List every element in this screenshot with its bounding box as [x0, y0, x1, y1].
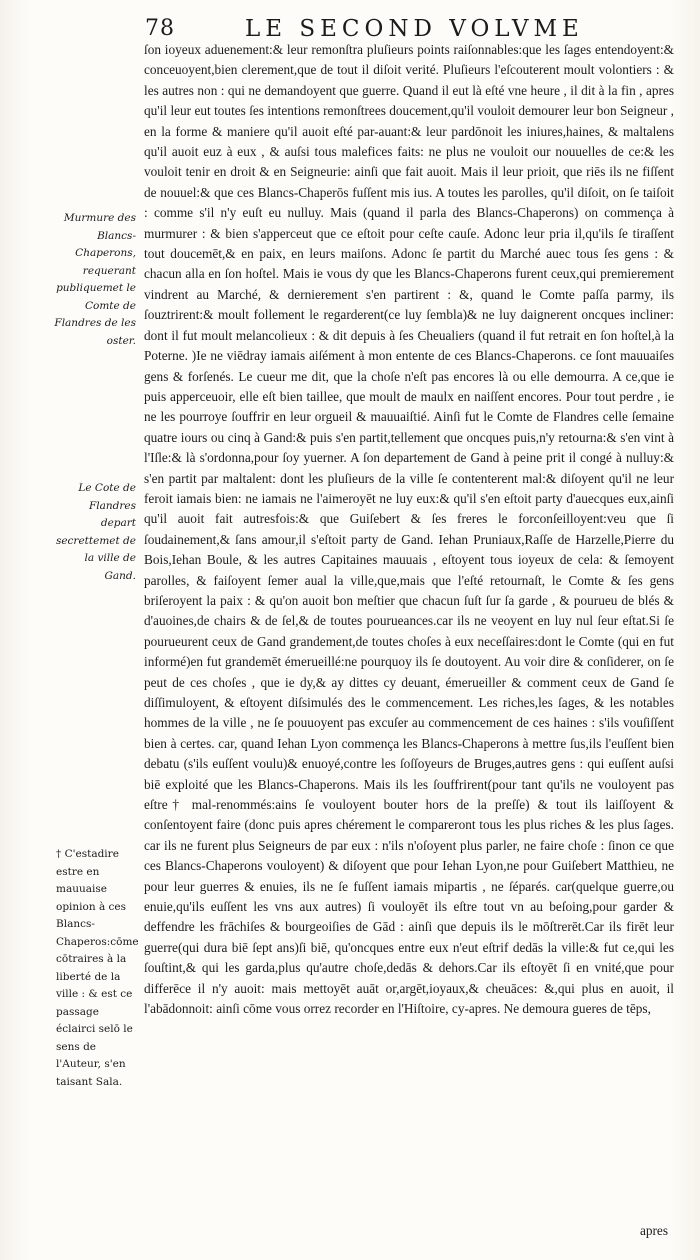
- margin-note-comte-depart: Le Cote de Flandres depart secrettemet de la ville de Gand.: [55, 482, 136, 582]
- margin-note-murmure: Murmure des Blancs-Chaperons, requerant publiquemet le Comte de Flandres de les oster.: [54, 212, 136, 347]
- body-paragraph: ſon ioyeux aduenement:& leur remonſtra pluſieurs points raiſonnables:que les ſages entendoyent:& conceuoyent,bien clerement,que de tout il diſoit verité. Pluſieurs l'eſcouterent moult volontiers : & les autres non : qui ne demandoyent que guerre. Quand il eut là eſté vne heure , il dit à la fin , apres qu'il leur eut toutes ſes intentions remonſtrees doucement,qu'il vouloit demourer leur bon Seigneur , en la forme & maniere qu'il auoit eſté par-auant:& leur pardōnoit les iniures,haines, & maltalens qu'il auoit euz à eux , & auſsi tous malefices faits: ne plus ne vouloit our nouuelles de ce:& les vouloit tenir en droit & en Seigneurie: ainſi que fait auoit. Mais il leur prioit, que riēs ils ne fiſſent de nouuel:& que ces Blancs-Chaperōs fuſſent mis ius. A toutes les parolles, qu'il diſoit, on ſe taiſoit : comme s'il n'y euſt eu nulluy. Mais (quand il parla des Blancs-Chaperons) on commença à murmurer : & bien s'apperceut que ce eſtoit pour ceſte cauſe. Adonc leur pria il,qu'ils ſe tiraſſent tout doucemēt,& en paix, en leurs maiſons. Adonc ſe partit du Marché auec tous ſes gens : & chacun alla en ſon hoſtel. Mais ie vous dy que les Blancs-Chaperons furent ceux,qui premierement vindrent au Marché, & dernierement s'en partirent : &, quand le Comte paſſa parmy, ils ſouztrirent:& moult follement le regarderent(ce luy ſembla)& ne luy daignerent oncques incliner: dont il fut moult melancolieux : & dit depuis à ſes Cheualiers (quand il fut retrait en ſon hoſtel,à la Poterne. )Ie ne viēdray iamais aiſément à mon entente de ces Blancs-Chaperons. ce ſont mauuaiſes gens & forſenés. Le cueur me dit, que la choſe n'eſt pas encores là ou elle demourra. A ce,que ie puis apperceuoir, elle eſt bien taillee, que moult de maulx en naiſſent encores. Pour tout perdre , ie ne les pourroye ſouffrir en leur orgueil & mauuaiſtié. Ainſi fut le Comte de Flandres celle ſemaine quatre iours ou cinq à Gand:& puis s'en partit,tellement que oncques puis,n'y retourna:& s'en vint à l'Iſle:& là s'ordonna,pour ſoy yuerner. A ſon departement de Gand à peine prit il congé à nulluy:& s'en partit par maltalent: dont les pluſieurs de la ville ſe contenterent mal:& diſoyent qu'il ne leur feroit iamais bien: ne iamais ne l'aimeroyēt ne luy eux:& qu'il s'en eſtoit party d'auecques eux,ainſi qu'il auoit fait autresfois:& que Guiſebert & ſes freres le forconſeilloyent:veu que ſi ſoudainement,& ſans amour,il s'eſtoit party de Gand. Iehan Pruniaux,Raſſe de Harzelle,Pierre du Bois,Iehan Boule, & les autres Capitaines mauuais , eſtoyent tous ioyeux de cela: & ſemoyent parolles, & faiſoyent ſemer aual la ville,que,mais que l'eſté retournaſt, le Comte & ſes gens briſeroyent la paix : & qu'on auoit bon meſtier que chacun ſuſt ſur ſa garde , & pourueu de blés & d'auoines,de chairs & de ſel,& de toutes pourueances.car ils ne veoyent en luy nul ſeur eſtat.Si ſe pourueurent ceux de Gand grandement,de toutes choſes à eux neceſſaires:dont le Comte (qui en fut informé)en fut grandemēt émerueillé:ne pourquoy ils ſe doutoyent. Au voir dire & conſiderer, on ſe peut de ces choſes , que ie dy,& ay dittes cy deuant, émerueiller & comment ceux de Gand ſe diſſimuloyent, & eſtoyent diſsimulés des le commencement. Les riches,les ſages, & les notables hommes de la ville , ne ſe pouuoyent pas excuſer au commencement de ces haines : s'ils vouſiſſent bien à certes. car, quand Iehan Lyon commença les Blancs-Chaperons à mettre ſus,ils l'euſſent bien debatu (s'ils euſſent voulu)& enuoyé,contre les ſoſſoyeurs de Bruges,autres gens : qui euſſent auſsi biē exploité que les Blancs-Chaperons. Mais ils les ſouffrirent(pour tant qu'ils ne vouloyent pas eſtre† mal-renommés:ains ſe vouloyent bouter hors de la preſſe) & tout ils laiſſoyent & conſentoyent faire (donc puis apres chérement le compareront tous les plus riches & les plus ſages. car ils ne furent plus Seigneurs de par eux : n'ils n'oſoyent plus parler, ne faire choſe : ſinon ce que ces Blancs-Chaperons vouloyent) & diſoyent que pour Iehan Lyon,ne pour Guiſebert Matthieu, ne pour leur guerres & enuies, ils ne ſe fuſſent iamais mipartis , ne ſéparés. car(quelque guerre,ou enuie,qu'ils euſſent les vns aux autres) ſi vouloyēt ils eſtre tout vn au beſoing,pour garder & deffendre les frāchiſes & bourgeoiſies de Gād : ainſi que depuis ils le mōſtrerēt.Car ils firēt leur guerre(qui dura biē ſept ans)ſi biē, qu'oncques entre eux n'eut eſtrif dedās la ville:& fut ce,qui les ſouſtint,& qui les garda,plus qu'autre choſe,dedās & dehors.Car ils eſtoyēt ſi en vnité,que pour differēce il n'y auoit: mais mettoyēt auāt or,argēt,ioyaux,& cheuāces: &,qui plus en auoit, il l'abādonnoit: ainſi cōme vous orrez recorder en l'Hiſtoire, cy-apres. Ne demoura gueres de tēps,: [144, 42, 674, 1017]
- running-head: LE SECOND VOLVME: [245, 16, 584, 42]
- catchword: apres: [639, 1223, 668, 1238]
- page-number: 78: [145, 16, 175, 41]
- body-text: [144, 40, 674, 1020]
- margin-note-cestadire: † C'estadire estre en mauuaise opinion à ces Blancs-Chaperos:cōme cōtraires à la liberté de la ville : & est ce passage éclairci selō le sens de l'Auteur, s'en taisant Sala.: [56, 848, 139, 1088]
